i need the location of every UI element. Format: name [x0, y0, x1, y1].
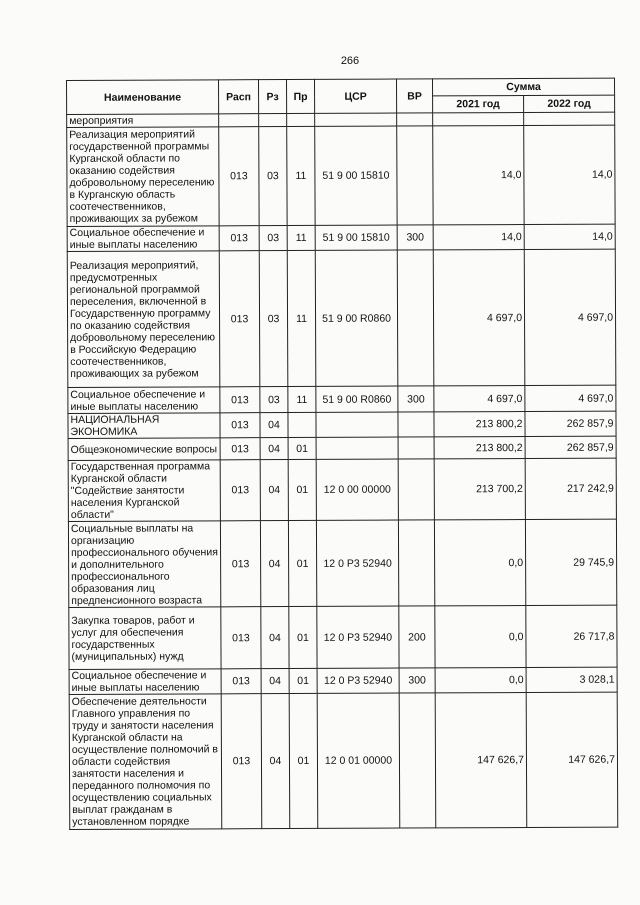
cell-rasp: 013: [219, 226, 259, 251]
cell-y2022: 4 697,0: [525, 385, 616, 411]
cell-y2022: 4 697,0: [524, 249, 616, 385]
cell-y2021: 0,0: [434, 519, 525, 605]
table-row: [69, 667, 617, 694]
cell-name: Общеэкономические вопросы: [68, 438, 220, 461]
cell-name: Реализация мероприятий, предусмотренных региональной программой переселения, включенной в Государственную программу по оказанию содействия добровольному переселению в Российскую Федерацию соотечественников, проживающих за рубежом: [67, 251, 220, 388]
header-rasp: Расп: [219, 80, 259, 114]
cell-rasp: 013: [221, 607, 261, 669]
cell-y2022: 14,0: [524, 125, 615, 224]
cell-y2022: 26 717,8: [526, 605, 617, 667]
cell-csr: 51 9 00 15810: [315, 126, 397, 225]
cell-rz: 04: [260, 521, 288, 607]
cell-csr: 51 9 00 R0860: [316, 386, 398, 412]
cell-name: Социальное обеспечение и иные выплаты населению: [67, 226, 219, 252]
table-row: [68, 458, 616, 521]
cell-vr: 200: [399, 606, 435, 668]
table-row: [67, 224, 615, 251]
cell-y2022: 262 857,9: [525, 411, 616, 436]
cell-vr: 300: [398, 386, 434, 412]
cell-pr: 11: [287, 225, 315, 250]
cell-name: Социальное обеспечение и иные выплаты населению: [69, 669, 221, 695]
cell-y2022: 262 857,9: [525, 436, 616, 458]
cell-vr: [397, 250, 434, 386]
table-row: [68, 436, 616, 460]
cell-rz: 03: [259, 127, 287, 226]
cell-vr: 300: [397, 225, 433, 250]
cell-y2022: 29 745,9: [525, 519, 616, 605]
cell-vr: [399, 693, 436, 828]
cell-pr: 11: [287, 126, 315, 225]
header-vr: ВР: [396, 79, 432, 113]
cell-y2021: 14,0: [433, 126, 524, 225]
cell-vr: [398, 437, 434, 459]
cell-y2021: 213 800,2: [434, 412, 525, 437]
cell-rz: 04: [260, 460, 288, 521]
cell-rz: [259, 114, 287, 127]
cell-name: Закупка товаров, работ и услуг для обеспечения государственных (муниципальных) нужд: [69, 607, 221, 670]
cell-csr: [316, 437, 398, 459]
budget-table: [66, 78, 618, 830]
cell-name: Социальное обеспечение и иные выплаты населению: [68, 387, 220, 414]
cell-name: Реализация мероприятий государственной программы Курганской области по оказанию содействия добровольному переселению в Курганскую область соотечественников, проживающих за рубежом: [67, 127, 219, 227]
cell-y2022: [524, 112, 615, 125]
cell-vr: [398, 412, 434, 437]
cell-y2021: 4 697,0: [433, 250, 525, 386]
cell-rasp: 013: [220, 438, 260, 460]
cell-rasp: 013: [220, 413, 260, 438]
header-rz: Рз: [259, 80, 287, 114]
cell-pr: 01: [288, 437, 316, 459]
cell-rasp: 013: [221, 669, 261, 694]
header-2022: 2022 год: [524, 95, 615, 112]
cell-y2022: 14,0: [524, 224, 615, 249]
table-row: [68, 519, 616, 607]
cell-y2021: 0,0: [435, 667, 526, 692]
cell-name: Обеспечение деятельности Главного управления по труду и занятости населения Курганской области на осуществление полномочий в области содействия занятости населения и переданного полномочия по осуществлению социальных выплат гражданам в установленном порядке: [69, 694, 222, 830]
cell-rasp: 013: [221, 694, 262, 829]
cell-csr: [316, 412, 398, 437]
cell-y2022: 3 028,1: [526, 667, 617, 692]
cell-rasp: 013: [219, 127, 259, 226]
cell-pr: [287, 113, 315, 126]
cell-y2021: 147 626,7: [435, 692, 527, 827]
cell-csr: 12 0 01 00000: [317, 693, 400, 828]
table-row: [68, 385, 616, 413]
cell-vr: [398, 459, 434, 520]
cell-y2021: 213 800,2: [434, 437, 525, 459]
cell-csr: 12 0 00 00000: [316, 459, 398, 520]
cell-pr: 01: [289, 693, 318, 828]
cell-pr: 01: [289, 668, 317, 693]
cell-vr: [398, 520, 434, 606]
cell-rz: 04: [260, 413, 288, 438]
cell-rasp: 013: [219, 251, 260, 387]
table-row: [67, 249, 616, 387]
cell-rz: 04: [260, 438, 288, 460]
cell-rasp: [219, 114, 259, 127]
cell-csr: 12 0 Р3 52940: [317, 606, 399, 668]
cell-y2021: 4 697,0: [434, 386, 525, 412]
cell-y2021: 213 700,2: [434, 459, 525, 520]
cell-csr: 51 9 00 R0860: [315, 250, 398, 386]
cell-vr: [397, 113, 433, 126]
cell-name: НАЦИОНАЛЬНАЯ ЭКОНОМИКА: [68, 413, 220, 439]
cell-pr: 01: [288, 459, 316, 520]
cell-csr: 12 0 Р3 52940: [316, 520, 398, 606]
header-pr: Пр: [287, 79, 315, 113]
cell-pr: 11: [288, 386, 316, 412]
page-number: 266: [340, 55, 360, 67]
table-row: [68, 411, 616, 438]
cell-csr: 51 9 00 15810: [315, 225, 397, 250]
cell-rz: 04: [261, 694, 290, 829]
cell-pr: 01: [289, 606, 317, 668]
cell-y2021: 14,0: [433, 225, 524, 250]
cell-y2021: 0,0: [435, 605, 526, 667]
table-row: [69, 692, 618, 829]
cell-rasp: 013: [220, 521, 260, 607]
header-name: Наименование: [67, 80, 219, 115]
cell-pr: 01: [288, 520, 316, 606]
cell-rasp: 013: [220, 387, 260, 413]
cell-y2022: 217 242,9: [525, 458, 616, 519]
cell-name: Социальные выплаты на организацию профессионального обучения и дополнительного профессионального образования лиц предпенсионного возраста: [68, 521, 220, 608]
cell-rz: 04: [261, 669, 289, 694]
header-csr: ЦСР: [314, 79, 396, 113]
cell-rz: 04: [261, 607, 289, 669]
header-2021: 2021 год: [433, 96, 524, 113]
cell-pr: [288, 412, 316, 437]
cell-rasp: 013: [220, 460, 260, 521]
cell-rz: 03: [260, 387, 288, 413]
cell-rz: 03: [259, 226, 287, 251]
cell-name: мероприятия: [67, 114, 219, 128]
cell-name: Государственная программа Курганской области "Содействие занятости населения Курганской области": [68, 460, 220, 522]
cell-vr: [397, 126, 433, 225]
table-row: [69, 605, 617, 669]
cell-csr: 12 0 Р3 52940: [317, 668, 399, 693]
table-row: [67, 125, 615, 226]
cell-rz: 03: [259, 251, 288, 387]
cell-csr: [315, 113, 397, 126]
cell-pr: 11: [287, 250, 316, 386]
header-sum: Сумма: [432, 78, 614, 96]
cell-y2021: [433, 113, 524, 126]
cell-y2022: 147 626,7: [526, 692, 618, 827]
cell-vr: 300: [399, 668, 435, 693]
